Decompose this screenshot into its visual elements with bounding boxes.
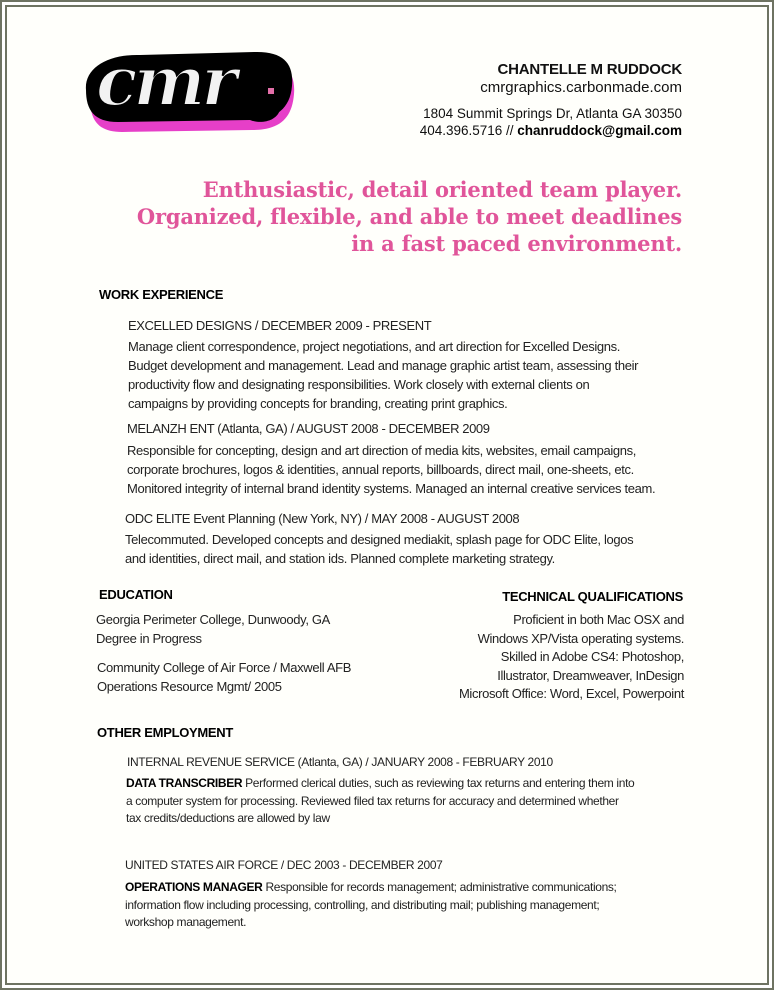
technical-qualifications-heading: TECHNICAL QUALIFICATIONS	[502, 589, 683, 604]
description-text: Performed clerical duties, such as reviewing tax returns and entering them into	[242, 776, 635, 790]
description-line: Telecommuted. Developed concepts and designed mediakit, splash page for ODC Elite, logos	[125, 532, 634, 547]
job-title: EXCELLED DESIGNS / DECEMBER 2009 - PRESENT	[128, 318, 432, 333]
education-entry	[97, 659, 351, 696]
description-line	[126, 775, 634, 793]
job-description	[125, 879, 617, 932]
job-role: OPERATIONS MANAGER	[125, 880, 263, 894]
email-link[interactable]: chanruddock@gmail.com	[517, 123, 682, 138]
school-name: Community College of Air Force / Maxwell AFB	[97, 660, 352, 675]
degree-status: Operations Resource Mgmt/ 2005	[97, 678, 282, 694]
job-description	[125, 530, 633, 568]
description-line: a computer system for processing. Reviewed filed tax returns for accuracy and determined whether	[126, 793, 619, 808]
phone: 404.396.5716 //	[419, 123, 514, 138]
phone-email-line	[420, 123, 682, 138]
description-line: Monitored integrity of internal brand identity systems. Managed an internal creative services team.	[127, 481, 656, 496]
school-name: Georgia Perimeter College, Dunwoody, GA	[96, 612, 330, 627]
technical-qualifications-list	[459, 611, 684, 704]
qualification-line: Skilled in Adobe CS4: Photoshop,	[500, 649, 684, 664]
education-heading: EDUCATION	[99, 587, 173, 602]
qualification-line: Microsoft Office: Word, Excel, Powerpoint	[458, 686, 684, 701]
description-line: campaigns by providing concepts for branding, creating print graphics.	[128, 396, 508, 411]
job-title: UNITED STATES AIR FORCE / DEC 2003 - DECEMBER 2007	[125, 858, 443, 872]
job-description	[127, 441, 655, 498]
description-line: productivity flow and designating responsibilities. Work closely with external clients on	[128, 377, 590, 392]
description-line: workshop management.	[125, 915, 247, 929]
contact-block	[420, 61, 682, 138]
tagline-line: Enthusiastic, detail oriented team player.	[202, 177, 682, 202]
description-line: tax credits/deductions are allowed by law	[126, 811, 330, 825]
work-experience-heading: WORK EXPERIENCE	[99, 287, 224, 302]
job-title: ODC ELITE Event Planning (New York, NY) / MAY 2008 - AUGUST 2008	[125, 511, 520, 526]
tagline-line: Organized, flexible, and able to meet deadlines	[136, 204, 682, 229]
applicant-name: CHANTELLE M RUDDOCK	[497, 61, 682, 78]
qualification-line: Illustrator, Dreamweaver, InDesign	[497, 667, 684, 683]
description-line	[125, 879, 617, 897]
other-employment-heading: OTHER EMPLOYMENT	[97, 725, 234, 740]
job-role: DATA TRANSCRIBER	[126, 776, 243, 790]
description-line: information flow including processing, controlling, and distributing mail; publishing management;	[125, 897, 600, 912]
education-entry	[96, 611, 330, 648]
logo-text: cmr	[96, 42, 234, 122]
address: 1804 Summit Springs Dr, Atlanta GA 30350	[423, 106, 682, 121]
job-description	[126, 775, 634, 828]
job-description	[128, 337, 638, 413]
description-line: and identities, direct mail, and station ids. Planned complete marketing strategy.	[125, 551, 555, 566]
cmr-logo	[82, 42, 297, 132]
description-line: Manage client correspondence, project negotiations, and art direction for Excelled Designs.	[128, 339, 621, 354]
qualification-line: Proficient in both Mac OSX and	[513, 612, 684, 627]
job-title: MELANZH ENT (Atlanta, GA) / AUGUST 2008 - DECEMBER 2009	[127, 421, 490, 436]
tagline-line: in a fast paced environment.	[351, 231, 682, 256]
qualification-line: Windows XP/Vista operating systems.	[477, 630, 684, 646]
description-line: corporate brochures, logos & identities, annual reports, billboards, direct mail, one-sheets, etc.	[127, 462, 634, 477]
description-line: Responsible for concepting, design and art direction of media kits, websites, email campaigns,	[127, 443, 637, 458]
description-line: Budget development and management. Lead and manage graphic artist team, assessing their	[128, 358, 639, 373]
website-link[interactable]: cmrgraphics.carbonmade.com	[480, 79, 682, 96]
tagline	[137, 176, 682, 257]
degree-status: Degree in Progress	[96, 630, 202, 646]
job-title: INTERNAL REVENUE SERVICE (Atlanta, GA) / JANUARY 2008 - FEBRUARY 2010	[127, 755, 553, 769]
description-text: Responsible for records management; administrative communications;	[262, 880, 617, 894]
